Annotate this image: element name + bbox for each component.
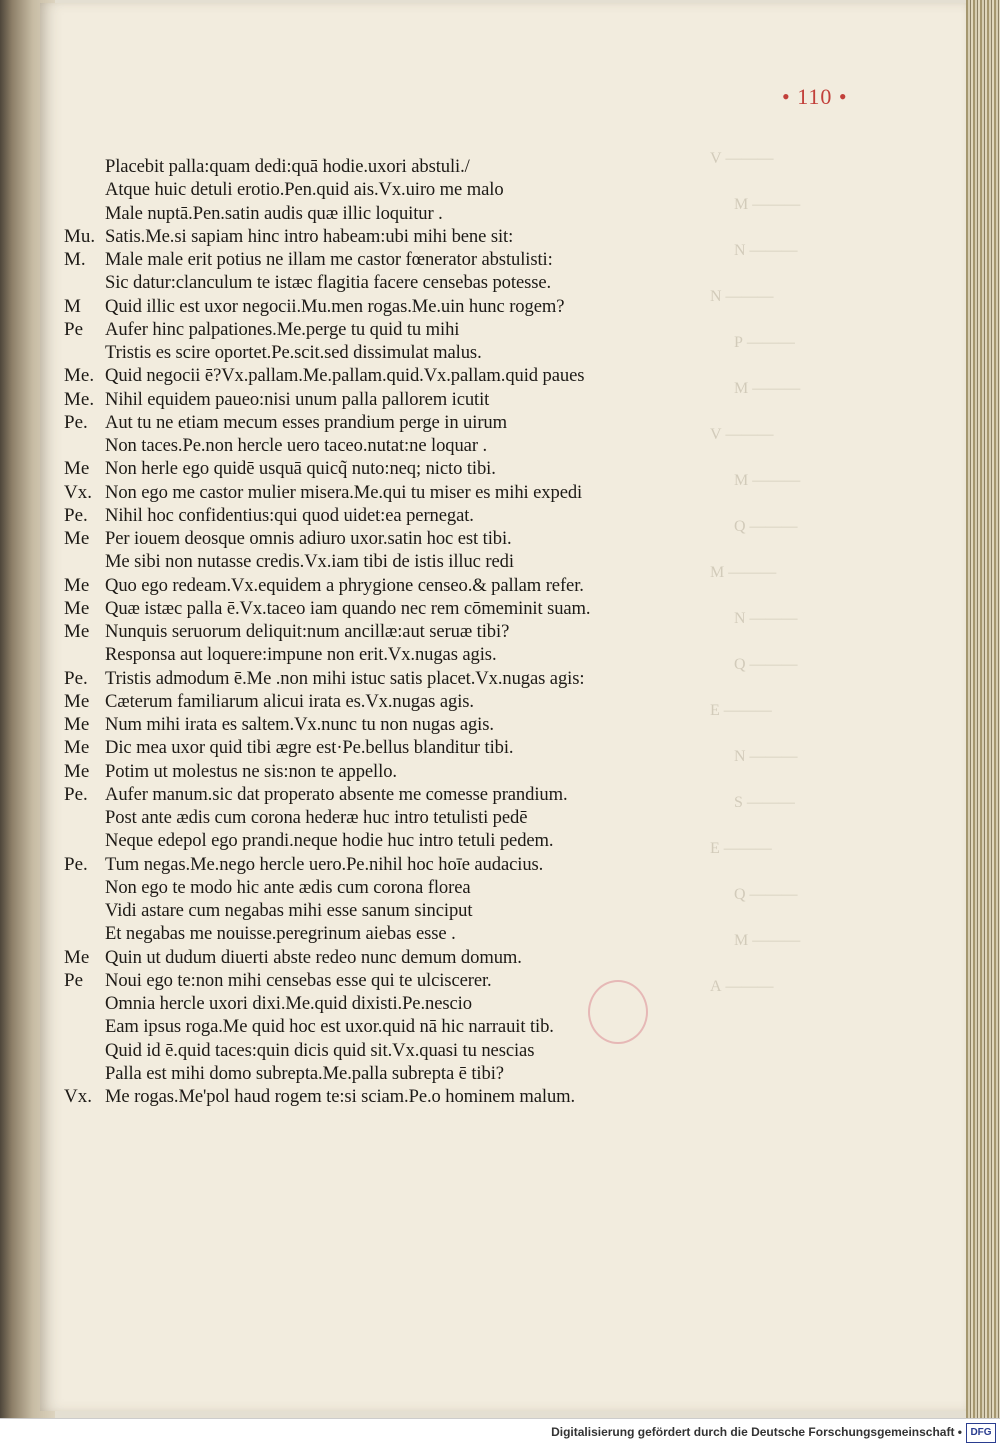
speaker-label: Pe. [64, 504, 88, 526]
show-through-glyph: M ——— [734, 196, 801, 213]
verse-line [64, 993, 704, 1016]
show-through-glyph: V ——— [710, 426, 774, 443]
dfg-logo: DFG [966, 1423, 996, 1443]
speaker-label: Me [64, 760, 90, 782]
speaker-label: Me [64, 690, 90, 712]
speaker-label: Mu. [64, 225, 96, 247]
speaker-label: M. [64, 249, 86, 270]
speaker-label: Pe. [64, 853, 88, 875]
speaker-label: Me [64, 946, 90, 968]
show-through-glyph: M ——— [734, 472, 801, 489]
verse-line [64, 319, 704, 342]
verse-line [64, 365, 704, 388]
verse-text: Post ante ædis cum corona hederæ huc intro tetulisti pedē [105, 807, 528, 828]
verse-line [64, 226, 704, 249]
verse-line [64, 644, 704, 667]
verse-text: Potim ut molestus ne sis:non te appello. [105, 760, 397, 782]
verse-text: Cæterum familiarum alicui irata es.Vx.nugas agis. [105, 690, 474, 712]
verse-line [64, 877, 704, 900]
verse-text: Responsa aut loquere:impune non erit.Vx.nugas agis. [105, 644, 497, 666]
verse-text: Atque huic detuli erotio.Pen.quid ais.Vx.uiro me malo [105, 179, 504, 201]
verse-text: Noui ego te:non mihi censebas esse qui te ulciscerer. [105, 969, 492, 991]
verse-text: Satis.Me.si sapiam hinc intro habeam:ubi mihi bene sit: [105, 225, 514, 247]
verse-line [64, 575, 704, 598]
verse-line [64, 342, 704, 365]
verse-text: Num mihi irata es saltem.Vx.nunc tu non nugas agis. [105, 714, 494, 735]
verse-line [64, 156, 704, 179]
verse-text: Aut tu ne etiam mecum esses prandium perge in uirum [105, 411, 507, 433]
verse-text: Dic mea uxor quid tibi ægre est·Pe.bellus blanditur tibi. [105, 737, 514, 759]
verse-line [64, 412, 704, 435]
verse-line [64, 714, 704, 737]
show-through-glyph: M ——— [734, 932, 801, 949]
verse-line [64, 761, 704, 784]
verse-line [64, 854, 704, 877]
verse-line [64, 830, 704, 853]
verse-line [64, 296, 704, 319]
show-through-glyph: P ——— [734, 334, 795, 351]
verse-text: Quæ istæc palla ē.Vx.taceo iam quando nec rem cōmeminit suam. [105, 597, 591, 619]
verse-line [64, 1063, 704, 1086]
verse-text: Non taces.Pe.non hercle uero taceo.nutat:ne loquar . [105, 435, 488, 456]
verse-line [64, 691, 704, 714]
verse-text: Male nuptā.Pen.satin audis quæ illic loquitur . [105, 202, 443, 224]
verse-line [64, 389, 704, 412]
speaker-label: Pe [64, 969, 83, 991]
speaker-label: Me [64, 574, 90, 596]
verse-text: Aufer manum.sic dat properato absente me comesse prandium. [105, 783, 568, 805]
speaker-label: Vx. [64, 481, 92, 503]
show-through-glyph: N ——— [710, 288, 774, 305]
show-through-glyph: N ——— [734, 748, 798, 765]
speaker-label: Me. [64, 388, 95, 410]
verse-text: Placebit palla:quam dedi:quā hodie.uxori abstuli./ [105, 156, 470, 177]
verse-line [64, 203, 704, 226]
show-through-glyph: Q ——— [734, 656, 798, 673]
verse-line [64, 970, 704, 993]
speaker-label: Me [64, 528, 90, 549]
verse-text: Nihil equidem paueo:nisi unum palla pallorem icutit [105, 388, 490, 410]
show-through-glyph: N ——— [734, 242, 798, 259]
verse-line [64, 528, 704, 551]
verse-text: Nunquis seruorum deliquit:num ancillæ:aut seruæ tibi? [105, 621, 510, 642]
speaker-label: Pe. [64, 411, 88, 433]
verse-text: Quo ego redeam.Vx.equidem a phrygione censeo.& pallam refer. [105, 574, 584, 596]
speaker-label: Me [64, 458, 90, 480]
verse-line [64, 505, 704, 528]
verse-text-block [64, 156, 704, 1109]
verse-text: Nihil hoc confidentius:qui quod uidet:ea pernegat. [105, 504, 474, 526]
page-block-edge [966, 0, 1000, 1420]
verse-text: Neque edepol ego prandi.neque hodie huc intro tetuli pedem. [105, 830, 554, 852]
verse-line [64, 1086, 704, 1109]
show-through-glyph: E ——— [710, 702, 772, 719]
speaker-label: M [64, 295, 81, 317]
show-through-glyph: A ——— [710, 978, 774, 995]
verse-line [64, 668, 704, 691]
verse-line [64, 179, 704, 202]
show-through-glyph: S ——— [734, 794, 795, 811]
speaker-label: Pe. [64, 783, 88, 805]
footer-bar [0, 1418, 1000, 1446]
verse-text: Non ego me castor mulier misera.Me.qui tu miser es mihi expedi [105, 481, 583, 503]
verse-line [64, 784, 704, 807]
verse-text: Quid illic est uxor negocii.Mu.men rogas.Me.uin hunc rogem? [105, 295, 565, 317]
verse-line [64, 551, 704, 574]
show-through-glyph: N ——— [734, 610, 798, 627]
speaker-label: Pe [64, 318, 83, 340]
verse-line [64, 1040, 704, 1063]
verse-text: Male male erit potius ne illam me castor fœnerator abstulisti: [105, 249, 553, 270]
verse-line [64, 1016, 704, 1039]
verse-text: Aufer hinc palpationes.Me.perge tu quid tu mihi [105, 318, 460, 340]
verse-line [64, 900, 704, 923]
verse-line [64, 249, 704, 272]
verse-text: Non herle ego quidē usquā quicq̃ nuto:neq; nicto tibi. [105, 458, 496, 480]
verse-text: Per iouem deosque omnis adiuro uxor.satin hoc est tibi. [105, 528, 512, 549]
show-through-glyph: Q ——— [734, 886, 798, 903]
verse-line [64, 737, 704, 760]
show-through-glyph: M ——— [734, 380, 801, 397]
verse-text: Tristis admodum ē.Me .non mihi istuc satis placet.Vx.nugas agis: [105, 667, 585, 689]
verse-text: Sic datur:clanculum te istæc flagitia facere censebas potesse. [105, 272, 552, 294]
verse-text: Quid negocii ē?Vx.pallam.Me.pallam.quid.Vx.pallam.quid paues [105, 365, 585, 387]
speaker-label: Me [64, 621, 90, 642]
speaker-label: Me [64, 714, 90, 735]
verse-text: Et negabas me nouisse.peregrinum aiebas esse . [105, 923, 456, 945]
verse-line [64, 435, 704, 458]
folio-number: • 110 • [782, 84, 848, 109]
verse-text: Omnia hercle uxori dixi.Me.quid dixisti.Pe.nescio [105, 993, 472, 1014]
verse-text: Palla est mihi domo subrepta.Me.palla subrepta ē tibi? [105, 1062, 504, 1084]
show-through-glyph: M ——— [710, 564, 777, 581]
verse-text: Me rogas.Me'pol haud rogem te:si sciam.Pe.o hominem malum. [105, 1086, 576, 1107]
funding-credit: Digitalisierung gefördert durch die Deutsche Forschungsgemeinschaft • [551, 1425, 962, 1439]
verse-line [64, 923, 704, 946]
verse-line [64, 621, 704, 644]
verse-line [64, 482, 704, 505]
speaker-label: Me [64, 597, 90, 619]
speaker-label: Me. [64, 365, 95, 387]
speaker-label: Pe. [64, 667, 88, 689]
show-through-glyph: V ——— [710, 150, 774, 167]
speaker-label: Me [64, 737, 90, 759]
speaker-label: Vx. [64, 1086, 92, 1107]
verse-line [64, 598, 704, 621]
verse-line [64, 807, 704, 830]
verse-text: Eam ipsus roga.Me quid hoc est uxor.quid nā hic narrauit tib. [105, 1016, 554, 1038]
verse-line [64, 947, 704, 970]
show-through-glyph: E ——— [710, 840, 772, 857]
verse-text: Tum negas.Me.nego hercle uero.Pe.nihil hoc hoīe audacius. [105, 853, 544, 875]
verse-text: Vidi astare cum negabas mihi esse sanum sinciput [105, 900, 473, 921]
verse-text: Me sibi non nutasse credis.Vx.iam tibi de istis illuc redi [105, 551, 514, 573]
verse-text: Tristis es scire oportet.Pe.scit.sed dissimulat malus. [105, 342, 482, 363]
verse-text: Quin ut dudum diuerti abste redeo nunc demum domum. [105, 946, 522, 968]
verse-line [64, 272, 704, 295]
show-through-glyph: Q ——— [734, 518, 798, 535]
verse-text: Quid id ē.quid taces:quin dicis quid sit.Vx.quasi tu nescias [105, 1039, 535, 1061]
verse-text: Non ego te modo hic ante ædis cum corona florea [105, 876, 471, 898]
verse-line [64, 458, 704, 481]
